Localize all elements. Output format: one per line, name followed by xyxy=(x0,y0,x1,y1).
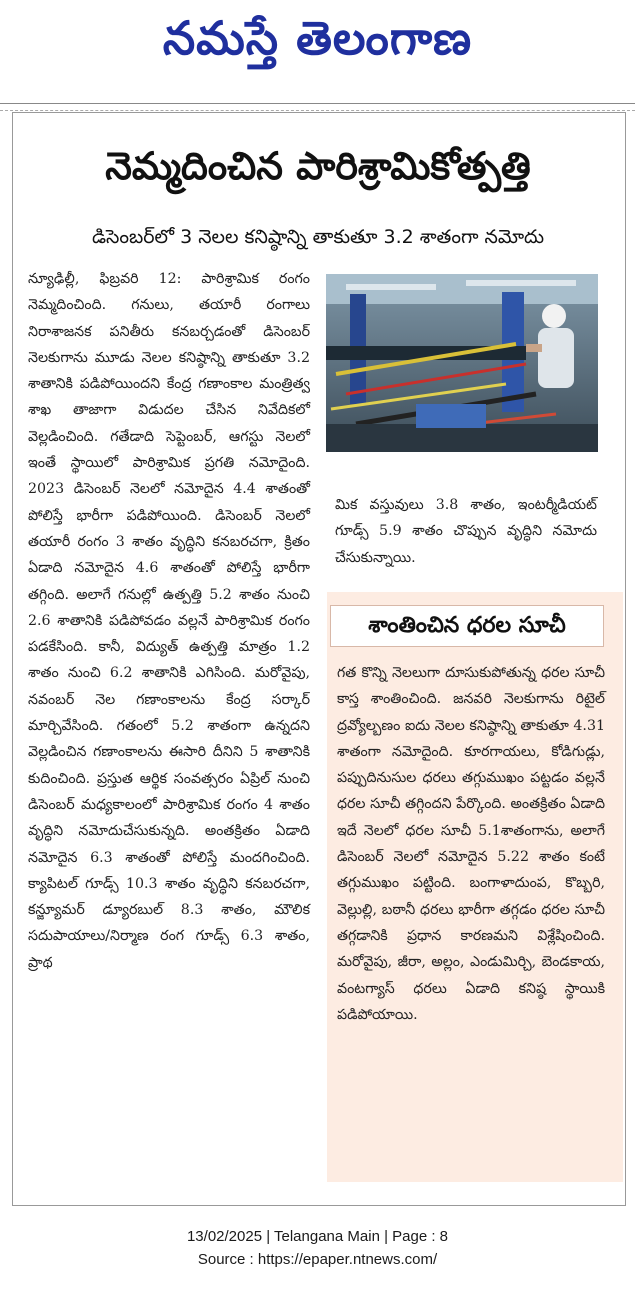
footer-source: Source : https://epaper.ntnews.com/ xyxy=(197,1251,438,1268)
masthead-rule xyxy=(0,103,635,104)
newspaper-masthead xyxy=(0,0,635,90)
article-subheadline: డిసెంబర్‌లో 3 నెలల కనిష్ఠాన్ని తాకుతూ 3.2 శాతంగా నమోదు xyxy=(91,226,545,248)
masthead-title: నమస్తే తెలంగాణ xyxy=(162,11,473,65)
article-body-left-column: న్యూఢిల్లీ, ఫిబ్రవరి 12: పారిశ్రామిక రంగం నెమ్మదించింది. గనులు, తయారీ రంగాలు నిరాశాజనక పనితీరు కనబర్చడంతో డిసెంబర్ నెలకుగాను మూడు నెలల కనిష్ఠాన్ని తాకుతూ 3.2 శాతానికి పడిపోయిందని కేంద్ర గణాంకాల మంత్రిత్వ శాఖ తాజాగా విడుదల చేసిన నివేదికలో వెల్లడించింది. గతేడాది సెప్టెంబర్, ఆగస్టు నెలలో ఇంతే స్థాయిలో పారిశ్రామిక ప్రగతి నమోదైంది. 2023 డిసెంబర్ నెలలో నమోదైన 4.4 శాతంతో పోలిస్తే భారీగా పడిపోయింది. డిసెంబర్ నెలలో తయారీ రంగం 3 శాతం వృద్ధిని కనబరచగా, క్రితం ఏడాది నమోదైన 4.6 శాతంతో పోలిస్తే భారీగా తగ్గింది. అలాగే గనుల్లో ఉత్పత్తి 5.2 శాతం నుంచి 2.6 శాతానికి పడిపోవడం వల్లనే పారిశ్రామిక రంగం పడకేసింది. కానీ, విద్యుత్ ఉత్పత్తి మాత్రం 1.2 శాతం నుంచి 6.2 శాతానికి ఎగిసింది. మరోవైపు, నవంబర్ నెల గణాంకాలను కేంద్ర సర్కార్ మార్చివేసింది. గతంలో 5.2 శాతంగా ఉన్నదని వెల్లడించిన గణాంకాలను ఈసారి దీనిని 5 శాతానికి కుదించింది. ప్రస్తుత ఆర్థిక సంవత్సరం ఏప్రిల్ నుంచి డిసెంబర్ మధ్యకాలంలో పారిశ్రామిక రంగం 4 శాతం వృద్ధిని నమోదుచేసుకున్నది. అంతక్రితం ఏడాది నమోదైన 6.3 శాతంతో పోలిస్తే మందగించింది. క్యాపిటల్ గూడ్స్ 10.3 శాతం వృద్ధిని కనబరచగా, కన్జ్యూమర్ డ్యూరబుల్ 8.3 శాతం, మౌలిక సదుపాయాలు/నిర్మాణ రంగ గూడ్స్ 6.3 శాతం, ప్రాథ xyxy=(28,271,310,971)
sidebar-body: గత కొన్ని నెలలుగా దూసుకుపోతున్న ధరల సూచీ కాస్త శాంతించింది. జనవరి నెలకుగాను రిటైల్ ద్రవ్యోల్బణం ఐదు నెలల కనిష్ఠాన్ని తాకుతూ 4.31 శాతంగా నమోదైంది. కూరగాయలు, కోడిగుడ్లు, పప్పుదినుసుల ధరలు తగ్గుముఖం పట్టడం వల్లనే ధరల సూచీ తగ్గిందని పేర్కొంది. అంతక్రితం ఏడాది ఇదే నెలలో ధరల సూచీ 5.1శాతంగాను, అలాగే డిసెంబర్ నెలలో నమోదైన 5.22 శాతం కంటే తగ్గుముఖం పట్టింది. బంగాళాదుంప, కొబ్బరి, వెల్లుల్లి, బఠానీ ధరలు భారీగా తగ్గడం ధరల సూచీ తగ్గడానికి ప్రధాన కారణమని విశ్లేషించింది. మరోవైపు, జీరా, అల్లం, ఎండుమిర్చి, బెండకాయ, వంటగ్యాస్ ధరలు ఏడాది కనిష్ఠ స్థాయికి పడిపోయాయి. xyxy=(337,665,605,1023)
sidebar-title: శాంతించిన ధరల సూచీ xyxy=(330,605,604,647)
footer-date-page: 13/02/2025 | Telangana Main | Page : 8 xyxy=(186,1228,449,1245)
masthead-dashed-rule xyxy=(0,110,635,111)
article-body-right-column: మిక వస్తువులు 3.8 శాతం, ఇంటర్మీడియట్ గూడ్స్ 5.9 శాతం చొప్పున వృద్ధిని నమోదు చేసుకున్నాయి. xyxy=(335,497,597,566)
article-headline: నెమ్మదించిన పారిశ్రామికోత్పత్తి xyxy=(105,144,531,188)
factory-worker-photo xyxy=(326,274,598,452)
